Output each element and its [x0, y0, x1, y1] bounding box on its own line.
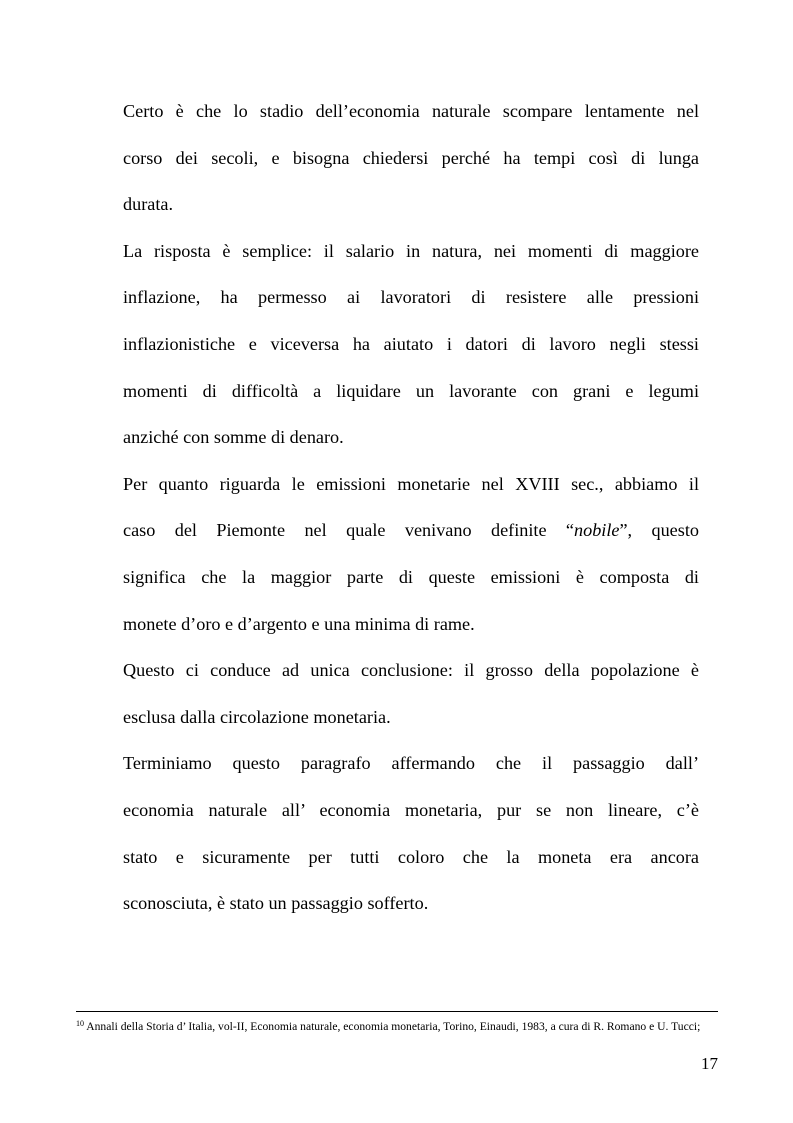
- text-line: Terminiamo questo paragrafo affermando che il passaggio dall’: [123, 753, 699, 774]
- text-line: momenti di difficoltà a liquidare un lavorante con grani e legumi: [123, 380, 699, 401]
- text-line: corso dei secoli, e bisogna chiedersi perché ha tempi così di lunga: [123, 147, 699, 168]
- text-segment: ”, questo: [619, 520, 699, 541]
- text-line: significa che la maggior parte di queste emissioni è composta di: [123, 566, 699, 587]
- text-line: durata.: [123, 194, 173, 215]
- page-number: 17: [701, 1054, 718, 1073]
- text-line: monete d’oro e d’argento e una minima di rame.: [123, 613, 475, 634]
- footnote: [76, 1020, 716, 1035]
- footnote-divider: [76, 1011, 718, 1012]
- text-line: [123, 507, 699, 554]
- text-line: inflazionistiche e viceversa ha aiutato i datori di lavoro negli stessi: [123, 333, 699, 354]
- text-line: Questo ci conduce ad unica conclusione: il grosso della popolazione è: [123, 660, 699, 681]
- text-line: Certo è che lo stadio dell’economia naturale scompare lentamente nel: [123, 101, 699, 121]
- footnote-text: Annali della Storia d’ Italia, vol-II, Economia naturale, economia monetaria, Torino, Einaudi, 1983, a cura di R. Romano e U. Tucci;: [86, 1020, 701, 1033]
- text-line: esclusa dalla circolazione monetaria.: [123, 706, 391, 727]
- text-line: stato e sicuramente per tutti coloro che la moneta era ancora: [123, 846, 699, 867]
- text-line: economia naturale all’ economia monetaria, pur se non lineare, c’è: [123, 799, 699, 820]
- text-line: inflazione, ha permesso ai lavoratori di resistere alle pressioni: [123, 287, 699, 308]
- text-line: La risposta è semplice: il salario in natura, nei momenti di maggiore: [123, 240, 699, 261]
- footnote-number: 10: [76, 1019, 84, 1028]
- italic-term: nobile: [574, 520, 620, 541]
- text-line: anziché con somme di denaro.: [123, 427, 344, 448]
- text-line: sconosciuta, è stato un passaggio sofferto.: [123, 893, 429, 914]
- body-text: [123, 88, 699, 927]
- text-segment: caso del Piemonte nel quale venivano definite “: [123, 520, 574, 541]
- text-line: Per quanto riguarda le emissioni monetarie nel XVIII sec., abbiamo il: [123, 473, 699, 494]
